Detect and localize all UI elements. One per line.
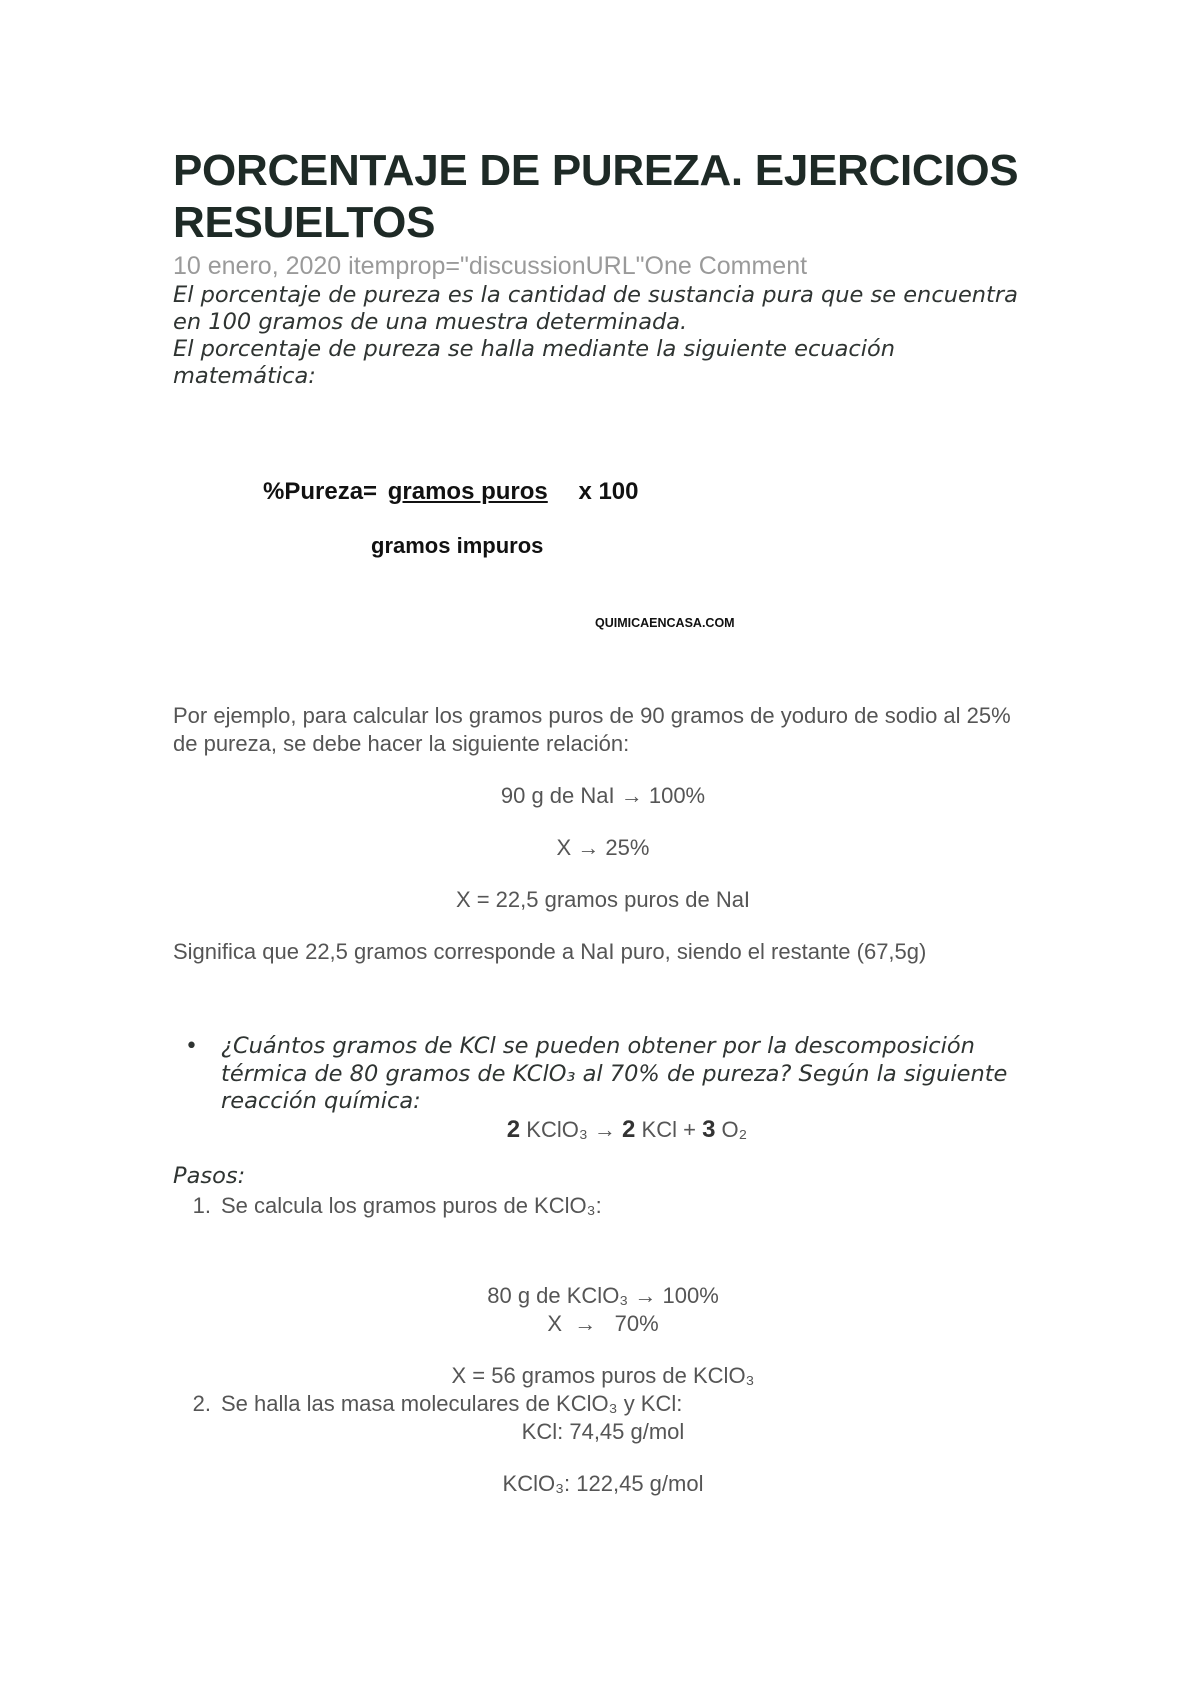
step-1 [173, 1192, 1033, 1220]
calc-line-3: X = 56 gramos puros de KClO₃ [451, 1363, 755, 1388]
question-item [173, 1033, 1033, 1143]
formula-denominator: gramos impuros [371, 533, 544, 558]
reaction-coef-1: 2 [506, 1115, 521, 1143]
calc-line-1: 80 g de KClO₃ → 100% [487, 1283, 719, 1308]
formula-main-line [263, 478, 639, 506]
step-2 [173, 1390, 1033, 1418]
intro-paragraph-1: El porcentaje de pureza es la cantidad de sustancia pura que se encuentra en 100 gramos de una muestra determinada. [173, 282, 1018, 335]
reaction-product-2: O₂ [721, 1116, 748, 1142]
mass-kcl: KCl: 74,45 g/mol [521, 1419, 685, 1444]
example-line-3: X = 22,5 gramos puros de NaI [455, 887, 751, 912]
formula-numerator: gramos puros [387, 478, 548, 505]
chemical-reaction [221, 1116, 1033, 1144]
steps-heading: Pasos: [173, 1163, 246, 1189]
step-2-number: 2. [192, 1391, 211, 1416]
calc-line-2: X → 70% [547, 1311, 659, 1336]
intro-paragraph-2: El porcentaje de pureza se halla mediante la siguiente ecuación matemática: [173, 336, 896, 389]
reaction-product-1: KCl + [641, 1116, 696, 1142]
question-text: ¿Cuántos gramos de KCl se pueden obtener por la descomposición térmica de 80 gramos de KClO₃ al 70% de pureza? Según la siguiente reacción química: [221, 1033, 1008, 1114]
example-line-2: X → 25% [556, 835, 650, 860]
step-2-text: Se halla las masa moleculares de KClO₃ y KCl: [221, 1391, 683, 1416]
purity-formula-image [173, 0, 1033, 700]
example-intro: Por ejemplo, para calcular los gramos puros de 90 gramos de yoduro de sodio al 25% de pureza, se debe hacer la siguiente relación: [173, 703, 1011, 756]
step-1-number: 1. [192, 1193, 211, 1218]
reaction-coef-3: 3 [702, 1115, 716, 1143]
formula-factor: x 100 [578, 478, 639, 505]
mass-kclo3: KClO₃: 122,45 g/mol [502, 1471, 704, 1496]
bullet-icon: • [185, 1034, 198, 1059]
formula-source-watermark: QUIMICAENCASA.COM [595, 616, 735, 630]
example-conclusion: Significa que 22,5 gramos corresponde a NaI puro, siendo el restante (67,5g) [173, 939, 927, 964]
reaction-reactant: KClO₃ → [526, 1116, 616, 1142]
page-title: PORCENTAJE DE PUREZA. EJERCICIOS RESUELTOS [173, 146, 1019, 247]
example-line-1: 90 g de NaI → 100% [500, 783, 706, 808]
reaction-coef-2: 2 [622, 1115, 636, 1143]
post-meta: 10 enero, 2020 itemprop="discussionURL"One Comment [173, 252, 808, 280]
formula-label: %Pureza= [263, 478, 378, 505]
step-1-text: Se calcula los gramos puros de KClO₃: [221, 1193, 602, 1218]
